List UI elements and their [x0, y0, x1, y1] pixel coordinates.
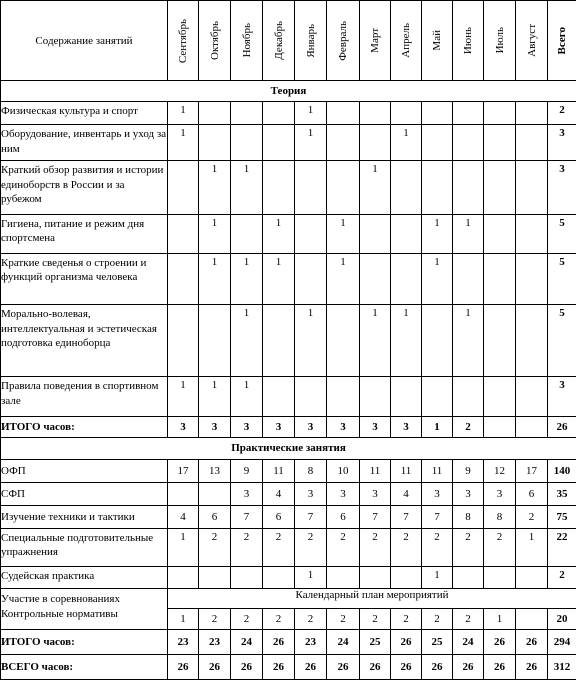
month-cell	[516, 305, 548, 377]
row-label: ОФП	[1, 459, 168, 483]
month-cell	[168, 214, 199, 253]
month-cell	[391, 161, 422, 214]
month-cell: 6	[516, 483, 548, 506]
month-cell: 2	[391, 608, 422, 630]
row-label: Правила поведения в спортивном зале	[1, 377, 168, 416]
month-header: Октябрь	[199, 1, 231, 81]
month-cell: 7	[360, 506, 391, 529]
month-cell: 1	[391, 305, 422, 377]
month-cell	[263, 305, 295, 377]
month-cell: 26	[231, 655, 263, 680]
month-header: Март	[360, 1, 391, 81]
month-cell: 2	[391, 528, 422, 566]
month-cell: 8	[295, 459, 327, 483]
month-cell	[516, 416, 548, 438]
month-cell	[263, 161, 295, 214]
month-cell	[263, 566, 295, 589]
month-cell: 1	[231, 254, 263, 305]
month-cell: 3	[327, 483, 360, 506]
table-row	[1, 506, 576, 529]
month-cell: 1	[199, 161, 231, 214]
month-cell: 2	[199, 528, 231, 566]
month-cell: 17	[168, 459, 199, 483]
total-cell: 140	[548, 459, 576, 483]
month-cell	[422, 377, 453, 416]
month-cell: 3	[263, 416, 295, 438]
month-cell: 2	[360, 528, 391, 566]
month-cell	[516, 377, 548, 416]
month-cell: 7	[231, 506, 263, 529]
month-cell: 3	[484, 483, 516, 506]
month-cell	[391, 101, 422, 125]
month-cell: 3	[453, 483, 484, 506]
month-cell	[422, 101, 453, 125]
total-cell: 26	[548, 416, 576, 438]
month-cell: 17	[516, 459, 548, 483]
month-cell	[360, 377, 391, 416]
month-cell: 7	[422, 506, 453, 529]
month-cell	[484, 377, 516, 416]
month-cell	[295, 254, 327, 305]
month-cell: 1	[168, 528, 199, 566]
total-cell: 22	[548, 528, 576, 566]
row-label: Гигиена, питание и режим дня спортсмена	[1, 214, 168, 253]
month-cell	[327, 566, 360, 589]
month-cell: 1	[231, 161, 263, 214]
month-cell: 1	[231, 377, 263, 416]
row-label: Краткий обзор развития и истории единоборств в России и за рубежом	[1, 161, 168, 214]
table-row	[1, 377, 576, 416]
month-cell	[391, 566, 422, 589]
month-cell	[360, 254, 391, 305]
month-cell	[295, 161, 327, 214]
month-cell: 1	[391, 125, 422, 161]
month-cell	[360, 214, 391, 253]
month-cell: 2	[453, 608, 484, 630]
month-cell: 1	[231, 305, 263, 377]
month-cell: 1	[295, 305, 327, 377]
month-header: Август	[516, 1, 548, 81]
month-header: Январь	[295, 1, 327, 81]
month-cell	[360, 125, 391, 161]
month-cell	[484, 416, 516, 438]
table-row	[1, 125, 576, 161]
month-cell	[516, 161, 548, 214]
table-row	[1, 459, 576, 483]
month-cell: 1	[453, 305, 484, 377]
month-cell: 11	[360, 459, 391, 483]
total-cell: 3	[548, 377, 576, 416]
row-label: Оборудование, инвентарь и уход за ним	[1, 125, 168, 161]
month-cell: 4	[263, 483, 295, 506]
month-cell	[391, 214, 422, 253]
month-cell	[484, 161, 516, 214]
month-cell: 1	[168, 101, 199, 125]
competitions-row	[1, 589, 576, 609]
total-cell: 3	[548, 161, 576, 214]
month-cell: 4	[391, 483, 422, 506]
month-cell: 3	[360, 483, 391, 506]
month-header: Июль	[484, 1, 516, 81]
theory-section-title: Теория	[1, 81, 576, 102]
grand-total-row	[1, 655, 576, 680]
month-cell: 2	[231, 608, 263, 630]
row-label: Изучение техники и тактики	[1, 506, 168, 529]
total-cell: 5	[548, 305, 576, 377]
total-cell: 2	[548, 101, 576, 125]
month-cell: 1	[168, 608, 199, 630]
month-cell: 2	[263, 528, 295, 566]
total-cell: 35	[548, 483, 576, 506]
month-cell: 1	[516, 528, 548, 566]
row-label: СФП	[1, 483, 168, 506]
month-cell	[484, 125, 516, 161]
theory-section-row	[1, 81, 576, 102]
month-cell	[453, 254, 484, 305]
month-cell: 1	[360, 161, 391, 214]
row-label: ВСЕГО часов:	[1, 655, 168, 680]
month-cell: 8	[484, 506, 516, 529]
month-cell: 2	[295, 608, 327, 630]
month-cell: 1	[422, 416, 453, 438]
month-cell: 3	[168, 416, 199, 438]
month-cell: 1	[422, 214, 453, 253]
month-cell	[231, 566, 263, 589]
month-cell: 1	[168, 377, 199, 416]
month-cell	[168, 254, 199, 305]
month-cell	[168, 566, 199, 589]
month-header: Апрель	[391, 1, 422, 81]
month-header: Сентябрь	[168, 1, 199, 81]
month-cell: 7	[391, 506, 422, 529]
month-cell	[422, 305, 453, 377]
month-cell: 1	[199, 254, 231, 305]
month-header: Декабрь	[263, 1, 295, 81]
month-cell: 2	[484, 528, 516, 566]
total-cell: 3	[548, 125, 576, 161]
month-cell	[516, 125, 548, 161]
total-cell: 294	[548, 630, 576, 655]
month-cell: 3	[391, 416, 422, 438]
month-cell	[231, 101, 263, 125]
month-cell: 1	[295, 566, 327, 589]
month-cell	[199, 101, 231, 125]
month-cell	[422, 125, 453, 161]
month-header: Май	[422, 1, 453, 81]
month-cell	[263, 125, 295, 161]
table-row	[1, 483, 576, 506]
month-cell	[453, 101, 484, 125]
month-cell	[231, 214, 263, 253]
month-cell	[168, 305, 199, 377]
month-cell: 3	[327, 416, 360, 438]
month-cell: 3	[199, 416, 231, 438]
month-cell: 2	[360, 608, 391, 630]
month-cell: 6	[263, 506, 295, 529]
month-cell: 1	[295, 125, 327, 161]
total-header: Всего	[548, 1, 576, 81]
month-cell: 9	[453, 459, 484, 483]
total-cell: 5	[548, 214, 576, 253]
month-cell: 23	[168, 630, 199, 655]
month-cell: 6	[199, 506, 231, 529]
row-label: Краткие сведенья о строении и функций организма человека	[1, 254, 168, 305]
month-cell: 4	[168, 506, 199, 529]
row-label: Специальные подготовительные упражнения	[1, 528, 168, 566]
row-label: Судейская практика	[1, 566, 168, 589]
theory-total-row	[1, 416, 576, 438]
row-label: ИТОГО часов:	[1, 416, 168, 438]
calendar-plan-label: Календарный план мероприятий	[168, 589, 576, 609]
month-cell	[484, 254, 516, 305]
month-cell	[516, 566, 548, 589]
month-cell	[327, 125, 360, 161]
month-cell: 1	[263, 254, 295, 305]
month-cell: 26	[360, 655, 391, 680]
month-cell	[327, 161, 360, 214]
month-cell: 12	[484, 459, 516, 483]
month-cell: 2	[422, 528, 453, 566]
month-cell	[327, 305, 360, 377]
month-cell: 26	[516, 655, 548, 680]
header-row	[1, 1, 576, 81]
month-cell	[295, 214, 327, 253]
month-cell	[516, 254, 548, 305]
month-cell: 1	[263, 214, 295, 253]
month-cell	[295, 377, 327, 416]
month-header: Ноябрь	[231, 1, 263, 81]
month-cell: 26	[516, 630, 548, 655]
month-cell: 1	[484, 608, 516, 630]
month-cell: 26	[199, 655, 231, 680]
month-cell: 26	[484, 630, 516, 655]
table-row	[1, 101, 576, 125]
month-cell: 1	[422, 566, 453, 589]
month-cell: 23	[199, 630, 231, 655]
month-cell: 11	[422, 459, 453, 483]
month-cell: 24	[327, 630, 360, 655]
month-cell: 26	[263, 655, 295, 680]
month-cell: 23	[295, 630, 327, 655]
month-cell	[360, 101, 391, 125]
month-cell: 1	[199, 214, 231, 253]
month-header: Февраль	[327, 1, 360, 81]
month-cell: 26	[453, 655, 484, 680]
row-label: Участие в соревнованиях Контрольные нормативы	[1, 589, 168, 630]
month-cell: 1	[360, 305, 391, 377]
month-cell	[263, 377, 295, 416]
month-cell	[391, 254, 422, 305]
month-cell: 2	[422, 608, 453, 630]
practice-section-row	[1, 438, 576, 460]
month-cell: 2	[231, 528, 263, 566]
month-cell: 2	[263, 608, 295, 630]
month-cell: 2	[516, 506, 548, 529]
month-cell: 2	[199, 608, 231, 630]
month-header: Июнь	[453, 1, 484, 81]
month-cell	[327, 101, 360, 125]
month-cell	[484, 214, 516, 253]
month-cell: 2	[327, 608, 360, 630]
month-cell	[484, 305, 516, 377]
month-cell: 26	[391, 655, 422, 680]
row-label: Физическая культура и спорт	[1, 101, 168, 125]
row-label: ИТОГО часов:	[1, 630, 168, 655]
month-cell	[453, 125, 484, 161]
month-cell	[453, 377, 484, 416]
month-cell	[391, 377, 422, 416]
content-column-header: Содержание занятий	[1, 1, 168, 81]
month-cell: 7	[295, 506, 327, 529]
month-cell: 3	[231, 483, 263, 506]
total-cell: 2	[548, 566, 576, 589]
month-cell: 8	[453, 506, 484, 529]
month-cell: 25	[360, 630, 391, 655]
month-cell: 9	[231, 459, 263, 483]
month-cell	[327, 377, 360, 416]
month-cell	[199, 566, 231, 589]
month-cell: 26	[327, 655, 360, 680]
month-cell: 1	[327, 254, 360, 305]
month-cell: 26	[168, 655, 199, 680]
month-cell	[516, 101, 548, 125]
month-cell	[263, 101, 295, 125]
table-row	[1, 214, 576, 253]
month-cell: 6	[327, 506, 360, 529]
month-cell	[199, 125, 231, 161]
month-cell	[422, 161, 453, 214]
month-cell: 11	[263, 459, 295, 483]
month-cell: 3	[422, 483, 453, 506]
total-cell: 312	[548, 655, 576, 680]
month-cell: 2	[327, 528, 360, 566]
month-cell	[360, 566, 391, 589]
month-cell: 1	[295, 101, 327, 125]
month-cell: 2	[453, 528, 484, 566]
month-cell: 24	[453, 630, 484, 655]
month-cell: 2	[295, 528, 327, 566]
month-cell	[168, 161, 199, 214]
month-cell: 13	[199, 459, 231, 483]
month-cell: 26	[484, 655, 516, 680]
month-cell: 1	[453, 214, 484, 253]
month-cell	[516, 608, 548, 630]
month-cell: 26	[263, 630, 295, 655]
month-cell: 1	[327, 214, 360, 253]
month-cell: 3	[231, 416, 263, 438]
total-cell: 75	[548, 506, 576, 529]
month-cell: 26	[422, 655, 453, 680]
month-cell	[516, 214, 548, 253]
month-cell	[168, 483, 199, 506]
month-cell: 1	[168, 125, 199, 161]
month-cell	[484, 566, 516, 589]
month-cell: 3	[295, 483, 327, 506]
month-cell	[453, 566, 484, 589]
month-cell	[231, 125, 263, 161]
month-cell	[199, 305, 231, 377]
table-row	[1, 528, 576, 566]
month-cell: 1	[422, 254, 453, 305]
total-cell: 20	[548, 608, 576, 630]
practice-section-title: Практические занятия	[1, 438, 576, 460]
row-label: Морально-волевая, интеллектуальная и эстетическая подготовка единоборца	[1, 305, 168, 377]
table-row	[1, 254, 576, 305]
month-cell: 1	[199, 377, 231, 416]
month-cell	[484, 101, 516, 125]
month-cell: 26	[391, 630, 422, 655]
month-cell: 11	[391, 459, 422, 483]
table-row	[1, 566, 576, 589]
table-row	[1, 305, 576, 377]
practice-total-row	[1, 630, 576, 655]
month-cell	[199, 483, 231, 506]
month-cell: 3	[360, 416, 391, 438]
month-cell: 3	[295, 416, 327, 438]
total-cell: 5	[548, 254, 576, 305]
month-cell: 26	[295, 655, 327, 680]
month-cell: 2	[453, 416, 484, 438]
month-cell: 25	[422, 630, 453, 655]
month-cell: 10	[327, 459, 360, 483]
table-row	[1, 161, 576, 214]
month-cell	[453, 161, 484, 214]
month-cell: 24	[231, 630, 263, 655]
